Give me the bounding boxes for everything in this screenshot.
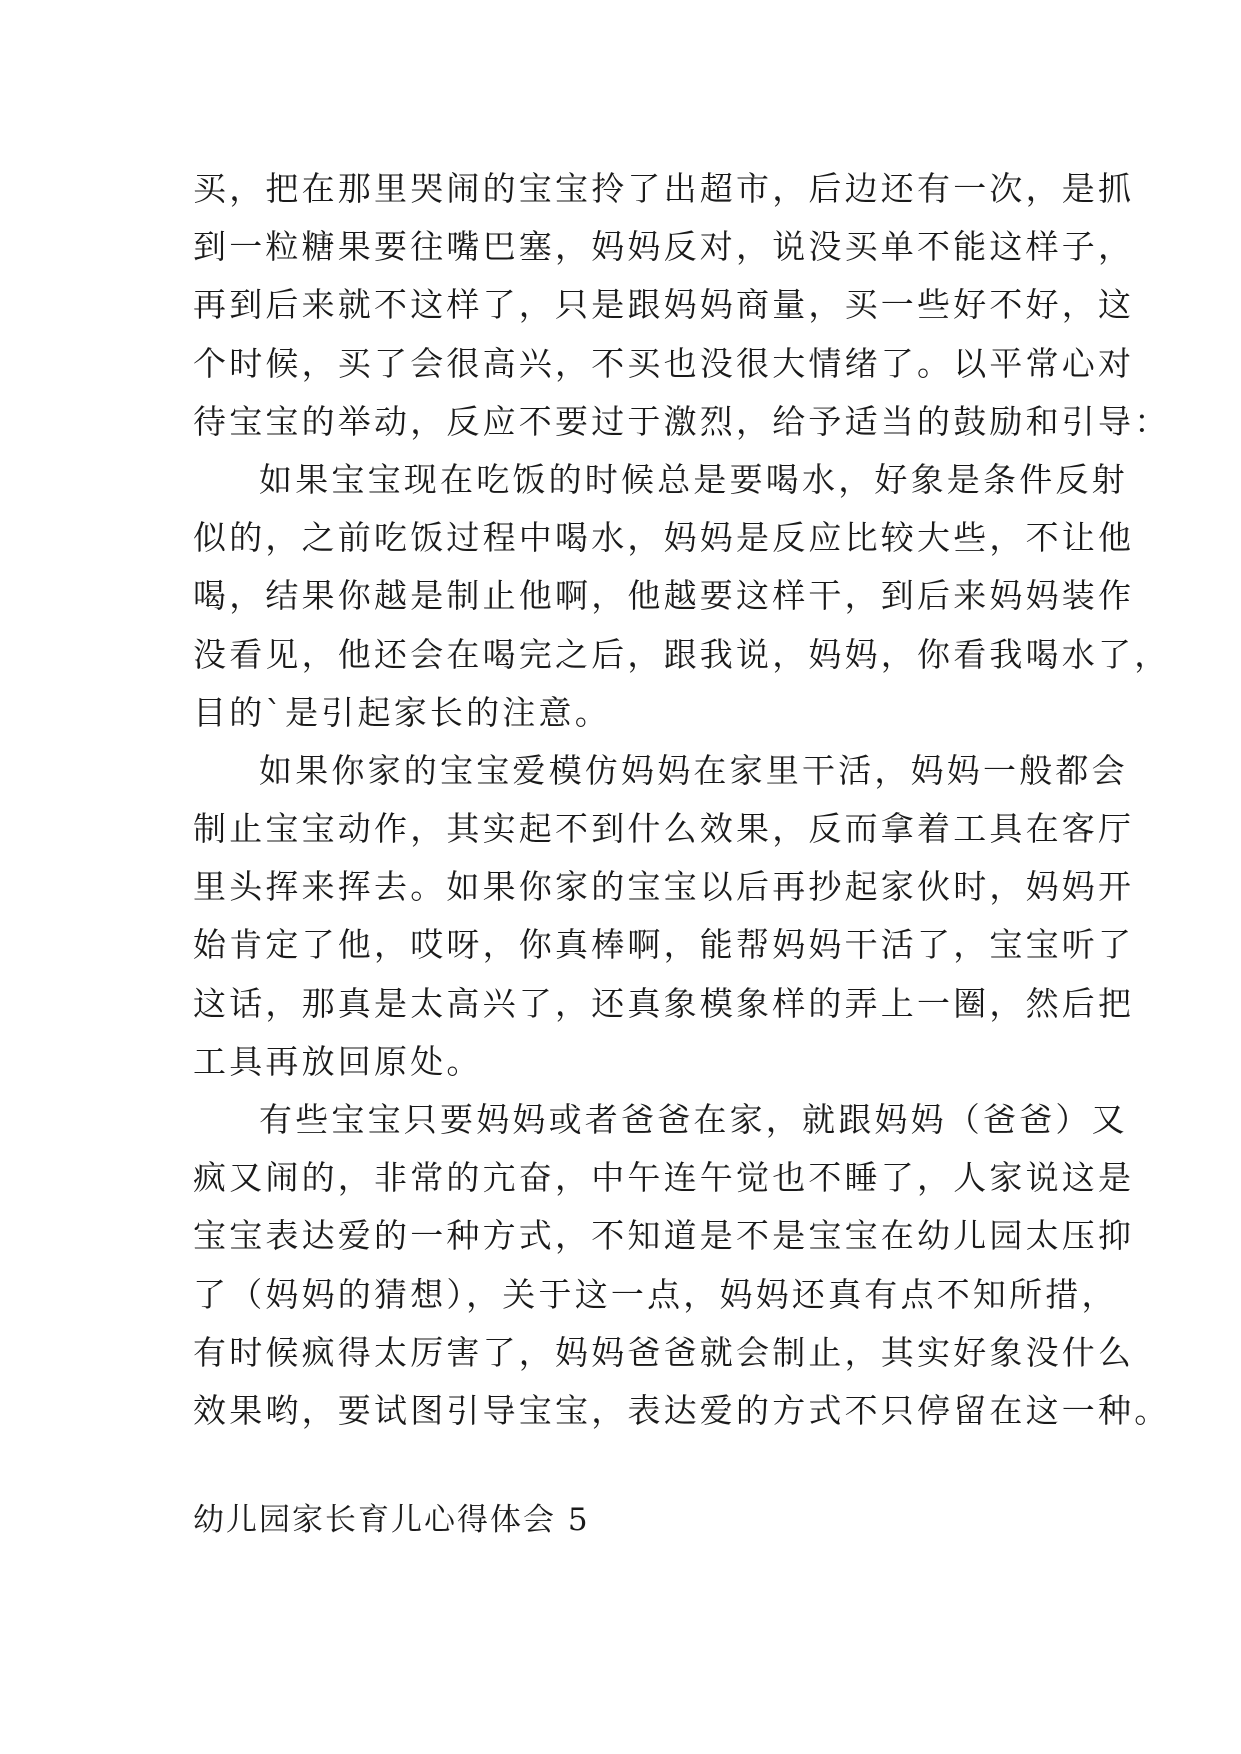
text-line: 这话，那真是太高兴了，还真象模象样的弄上一圈，然后把 — [193, 983, 1135, 1023]
paragraph — [193, 451, 1171, 742]
text-line: 宝宝表达爱的一种方式，不知道是不是宝宝在幼儿园太压抑 — [193, 1216, 1135, 1256]
paragraph — [193, 742, 1135, 1091]
document-body — [193, 160, 1171, 1440]
text-line: 效果哟，要试图引导宝宝，表达爱的方式不只停留在这一种。 — [193, 1390, 1171, 1430]
text-line: 有时候疯得太厉害了，妈妈爸爸就会制止，其实好象没什么 — [193, 1332, 1135, 1372]
paragraph — [193, 160, 1171, 451]
text-line: 似的，之前吃饭过程中喝水，妈妈是反应比较大些，不让他 — [193, 518, 1135, 558]
text-line: 待宝宝的举动，反应不要过于激烈，给予适当的鼓励和引导： — [193, 401, 1171, 441]
text-line: 到一粒糖果要往嘴巴塞，妈妈反对，说没买单不能这样子， — [193, 227, 1135, 267]
text-line: 如果宝宝现在吃饭的时候总是要喝水，好象是条件反射 — [259, 459, 1128, 499]
text-line: 疯又闹的，非常的亢奋，中午连午觉也不睡了，人家说这是 — [193, 1158, 1135, 1198]
text-line: 喝，结果你越是制止他啊，他越要这样干，到后来妈妈装作 — [193, 576, 1135, 616]
text-line: 个时候，买了会很高兴，不买也没很大情绪了。以平常心对 — [193, 343, 1135, 383]
text-line: 里头挥来挥去。如果你家的宝宝以后再抄起家伙时，妈妈开 — [193, 867, 1135, 907]
text-line: 再到后来就不这样了，只是跟妈妈商量，买一些好不好，这 — [193, 285, 1135, 325]
section-heading: 幼儿园家长育儿心得体会 5 — [193, 1502, 590, 1538]
text-line: 了（妈妈的猜想），关于这一点，妈妈还真有点不知所措， — [193, 1274, 1118, 1314]
paragraph — [193, 1091, 1171, 1440]
text-line: 没看见，他还会在喝完之后，跟我说，妈妈，你看我喝水了， — [193, 634, 1171, 674]
text-line: 始肯定了他，哎呀，你真棒啊，能帮妈妈干活了，宝宝听了 — [193, 925, 1135, 965]
text-line: 制止宝宝动作，其实起不到什么效果，反而拿着工具在客厅 — [193, 809, 1135, 849]
text-line: 目的`是引起家长的注意。 — [193, 692, 611, 732]
text-line: 工具再放回原处。 — [193, 1041, 483, 1081]
text-line: 有些宝宝只要妈妈或者爸爸在家，就跟妈妈（爸爸）又 — [259, 1100, 1128, 1139]
text-line: 如果你家的宝宝爱模仿妈妈在家里干活，妈妈一般都会 — [259, 750, 1128, 790]
text-line: 买，把在那里哭闹的宝宝拎了出超市，后边还有一次，是抓 — [193, 169, 1135, 208]
